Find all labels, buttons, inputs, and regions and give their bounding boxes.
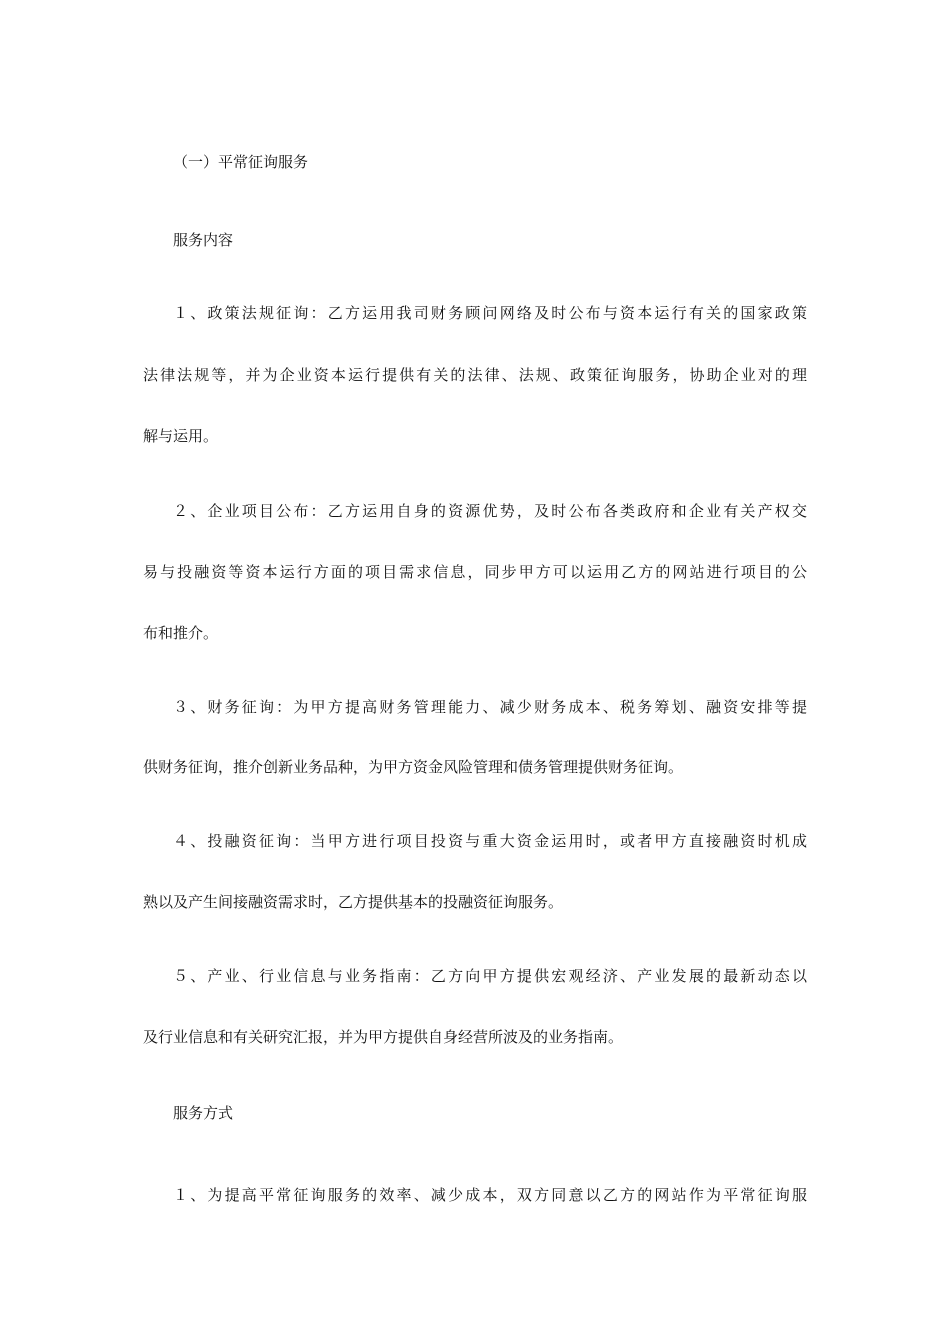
method1-line1: １、为提高平常征询服务的效率、减少成本，双方同意以乙方的网站作为平常征询服 — [173, 1186, 807, 1204]
item1-line3: 解与运用。 — [143, 427, 219, 445]
item4-line2: 熟以及产生间接融资需求时，乙方提供基本的投融资征询服务。 — [143, 893, 564, 911]
item3-line2: 供财务征询，推介创新业务品种，为甲方资金风险管理和债务管理提供财务征询。 — [143, 758, 684, 776]
item2-line1: ２、企业项目公布：乙方运用自身的资源优势，及时公布各类政府和企业有关产权交 — [173, 502, 807, 520]
item5-line2: 及行业信息和有关研究汇报，并为甲方提供自身经营所波及的业务指南。 — [143, 1028, 624, 1046]
item1-line1: １、政策法规征询：乙方运用我司财务顾问网络及时公布与资本运行有关的国家政策 — [173, 304, 807, 322]
item5-line1: ５、产业、行业信息与业务指南：乙方向甲方提供宏观经济、产业发展的最新动态以 — [173, 967, 807, 985]
item3-line1: ３、财务征询：为甲方提高财务管理能力、减少财务成本、税务筹划、融资安排等提 — [173, 698, 807, 716]
section-title: （一）平常征询服务 — [173, 153, 309, 171]
service-content-heading: 服务内容 — [173, 231, 234, 249]
service-method-heading: 服务方式 — [173, 1104, 234, 1122]
item1-line2: 法律法规等，并为企业资本运行提供有关的法律、法规、政策征询服务，协助企业对的理 — [143, 366, 807, 384]
item4-line1: ４、投融资征询：当甲方进行项目投资与重大资金运用时，或者甲方直接融资时机成 — [173, 832, 807, 850]
item2-line3: 布和推介。 — [143, 624, 219, 642]
item2-line2: 易与投融资等资本运行方面的项目需求信息，同步甲方可以运用乙方的网站进行项目的公 — [143, 563, 807, 581]
